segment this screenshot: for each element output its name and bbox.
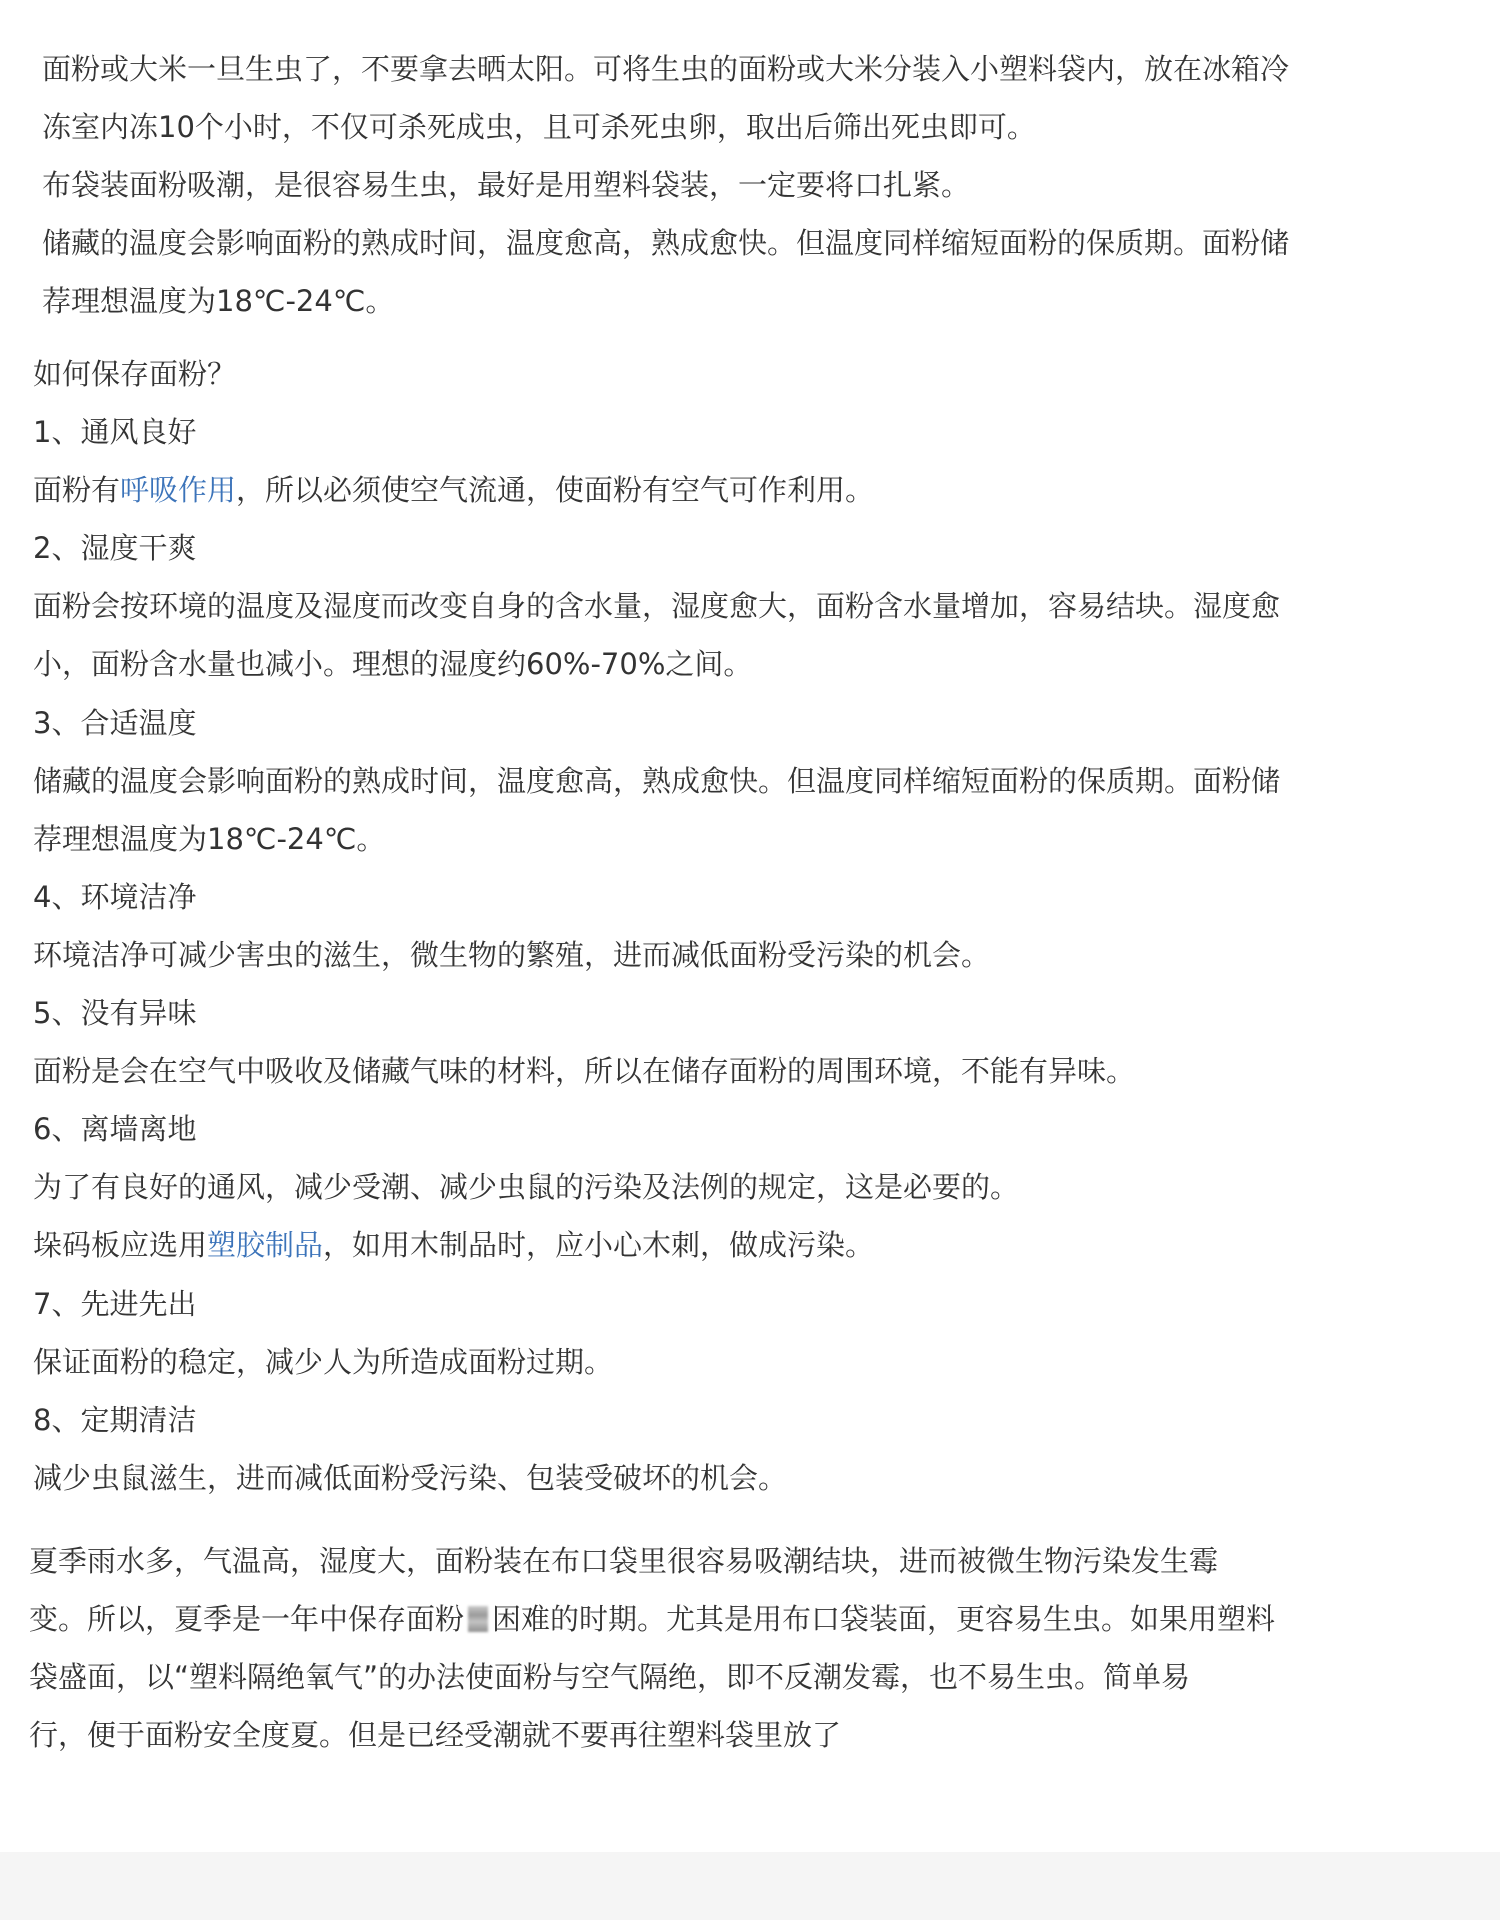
item-title: 2、湿度干爽 <box>33 531 197 566</box>
item-text: 储藏的温度会影响面粉的熟成时间，温度愈高，熟成愈快。但温度同样缩短面粉的保质期。面粉储 <box>33 763 1281 798</box>
intro-line: 面粉或大米一旦生虫了，不要拿去晒太阳。可将生虫的面粉或大米分装入小塑料袋内，放在冰箱冷 <box>42 52 1290 86</box>
item-title: 3、合适温度 <box>33 705 197 740</box>
intro-line: 冻室内冻10个小时，不仅可杀死成虫，且可杀死虫卵，取出后筛出死虫即可。 <box>42 110 1036 144</box>
item-title: 8、定期清洁 <box>33 1402 197 1437</box>
blurred-character <box>468 1606 488 1632</box>
item-text: 荐理想温度为18℃-24℃。 <box>33 821 386 856</box>
section-question: 如何保存面粉？ <box>33 357 237 391</box>
summer-line: 夏季雨水多，气温高，湿度大，面粉装在布口袋里很容易吸潮结块，进而被微生物污染发生霉 <box>29 1544 1219 1578</box>
summer-storage-section <box>0 1532 1500 1764</box>
page-bottom-band <box>0 1852 1500 1920</box>
summer-line <box>0 1590 1500 1648</box>
item-text <box>0 1216 1500 1274</box>
intro-line: 荐理想温度为18℃-24℃。 <box>42 284 395 318</box>
item-text: 环境洁净可减少害虫的滋生，微生物的繁殖，进而减低面粉受污染的机会。 <box>33 937 991 972</box>
text-segment: 困难的时期。尤其是用布口袋装面，更容易生虫。如果用塑料 <box>492 1602 1276 1636</box>
plastic-products-link[interactable]: 塑胶制品 <box>207 1228 324 1263</box>
text-segment: 垛码板应选用 <box>33 1228 208 1263</box>
item-text <box>0 461 1500 519</box>
text-segment: 面粉有 <box>33 473 121 508</box>
item-title: 1、通风良好 <box>33 415 197 450</box>
respiration-link[interactable]: 呼吸作用 <box>120 473 237 508</box>
item-text: 为了有良好的通风，减少受潮、减少虫鼠的污染及法例的规定，这是必要的。 <box>33 1170 1020 1205</box>
item-title: 6、离墙离地 <box>33 1112 197 1147</box>
item-text: 面粉是会在空气中吸收及储藏气味的材料，所以在储存面粉的周围环境，不能有异味。 <box>33 1054 1136 1089</box>
text-segment: ，所以必须使空气流通，使面粉有空气可作利用。 <box>236 473 875 508</box>
storage-guide-section <box>0 345 1500 1507</box>
intro-section <box>0 40 1500 330</box>
item-text: 小，面粉含水量也减小。理想的湿度约60%-70%之间。 <box>33 647 753 682</box>
item-text: 面粉会按环境的温度及湿度而改变自身的含水量，湿度愈大，面粉含水量增加，容易结块。湿度愈 <box>33 589 1281 624</box>
item-text: 保证面粉的稳定，减少人为所造成面粉过期。 <box>33 1344 614 1379</box>
text-segment: ，如用木制品时，应小心木刺，做成污染。 <box>323 1228 875 1263</box>
item-text: 减少虫鼠滋生，进而减低面粉受污染、包装受破坏的机会。 <box>33 1460 788 1495</box>
intro-line: 布袋装面粉吸潮，是很容易生虫，最好是用塑料袋装，一定要将口扎紧。 <box>42 168 971 202</box>
summer-line: 袋盛面，以“塑料隔绝氧气”的办法使面粉与空气隔绝，即不反潮发霉，也不易生虫。简单易 <box>29 1660 1191 1694</box>
item-title: 5、没有异味 <box>33 996 197 1031</box>
text-segment: 变。所以，夏季是一年中保存面粉 <box>29 1602 465 1636</box>
intro-line: 储藏的温度会影响面粉的熟成时间，温度愈高，熟成愈快。但温度同样缩短面粉的保质期。面粉储 <box>42 226 1290 260</box>
summer-line: 行，便于面粉安全度夏。但是已经受潮就不要再往塑料袋里放了 <box>29 1718 842 1752</box>
item-title: 7、先进先出 <box>33 1286 197 1321</box>
item-title: 4、环境洁净 <box>33 879 197 914</box>
